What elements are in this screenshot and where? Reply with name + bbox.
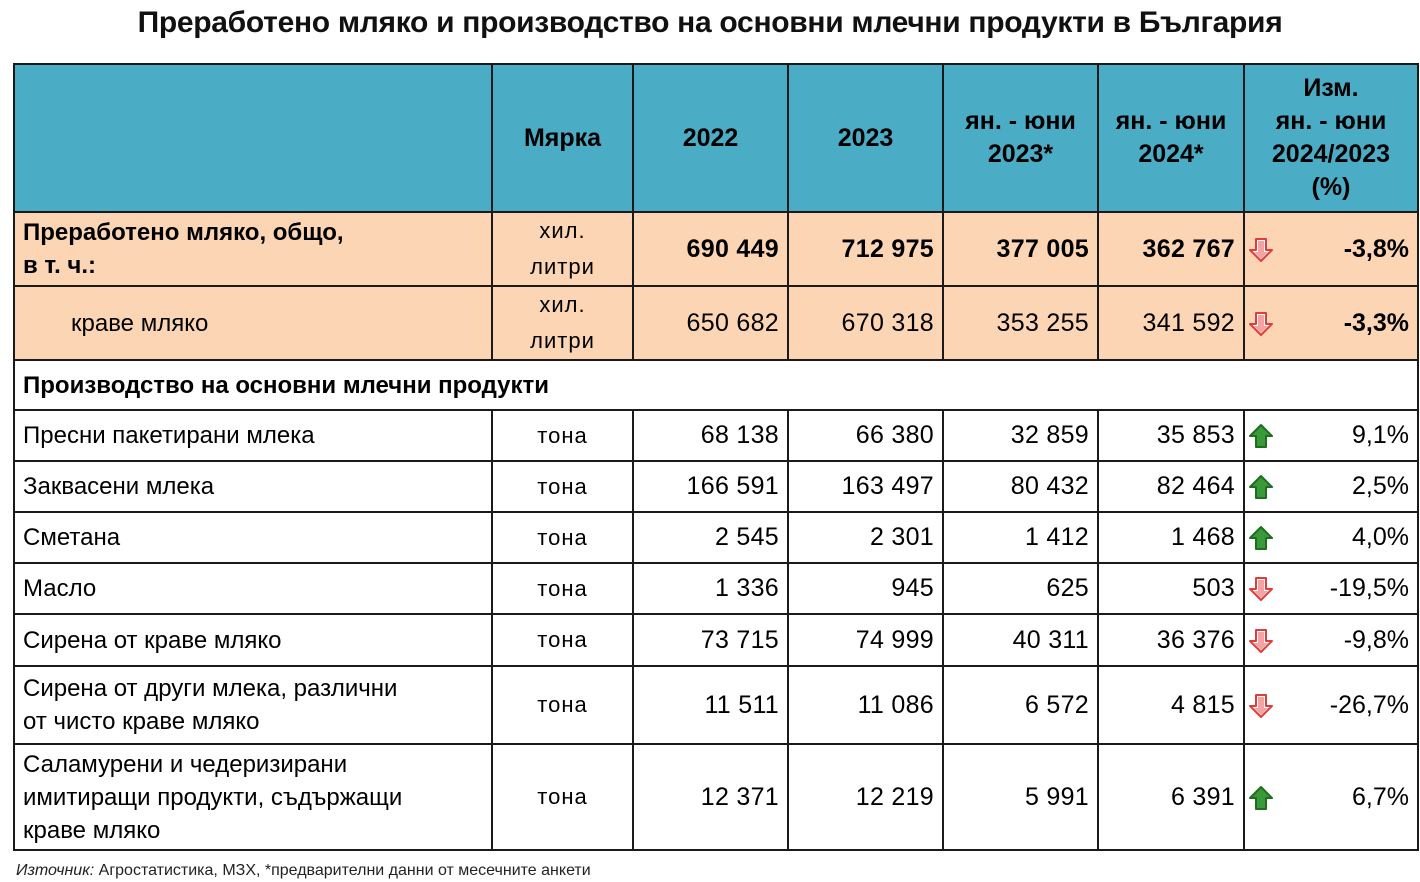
- change-value: 9,1%: [1282, 410, 1418, 461]
- header-blank: [14, 64, 492, 212]
- header-2022: 2022: [633, 64, 788, 212]
- source-text: Агростатистика, МЗХ, *предварителни данни от месечните анкети: [94, 862, 591, 879]
- header-line: Изм.: [1303, 74, 1359, 102]
- green-up-arrow-icon: [1248, 474, 1274, 500]
- table-row: [14, 744, 1418, 850]
- value-jan-jun-2023: 625: [943, 563, 1098, 614]
- change-value: -3,3%: [1282, 286, 1418, 360]
- value-jan-jun-2024: 82 464: [1098, 461, 1244, 512]
- header-2023: 2023: [788, 64, 943, 212]
- row-name: Сметана: [14, 512, 492, 563]
- row-unit-line: литри: [530, 328, 595, 353]
- table-row: [14, 512, 1418, 563]
- value-2022: 650 682: [633, 286, 788, 360]
- header-row: [14, 64, 1418, 212]
- change-value: -19,5%: [1282, 563, 1418, 614]
- table-row: [14, 461, 1418, 512]
- trend-cell: [1244, 666, 1282, 744]
- row-name: [14, 212, 492, 286]
- green-up-arrow-icon: [1248, 785, 1274, 811]
- value-jan-jun-2024: 362 767: [1098, 212, 1244, 286]
- row-name: краве мляко: [14, 286, 492, 360]
- row-name-line: Саламурени и чедеризирани: [23, 750, 348, 778]
- table-row: [14, 286, 1418, 360]
- row-unit: тона: [492, 666, 633, 744]
- value-2023: 12 219: [788, 744, 943, 850]
- value-jan-jun-2024: 4 815: [1098, 666, 1244, 744]
- value-jan-jun-2024: 6 391: [1098, 744, 1244, 850]
- row-name-line: краве мляко: [23, 816, 161, 844]
- header-line: 2024/2023: [1271, 140, 1391, 168]
- row-unit-line: литри: [530, 254, 595, 279]
- source-footnote: [16, 862, 591, 880]
- row-unit: [492, 286, 633, 360]
- row-name: Заквасени млека: [14, 461, 492, 512]
- green-up-arrow-icon: [1248, 525, 1274, 551]
- table-row: [14, 212, 1418, 286]
- change-value: -3,8%: [1282, 212, 1418, 286]
- value-2022: 11 511: [633, 666, 788, 744]
- value-2022: 166 591: [633, 461, 788, 512]
- page-title: Преработено мляко и производство на основни млечни продукти в България: [137, 6, 1283, 39]
- row-name: [14, 666, 492, 744]
- table-row: [14, 614, 1418, 666]
- green-up-arrow-icon: [1248, 423, 1274, 449]
- section-blank: [1282, 360, 1418, 410]
- value-2023: 712 975: [788, 212, 943, 286]
- header-change: [1244, 64, 1418, 212]
- row-name: Сирена от краве мляко: [14, 614, 492, 666]
- red-down-arrow-icon: [1248, 237, 1274, 263]
- change-value: -9,8%: [1282, 614, 1418, 666]
- trend-cell: [1244, 461, 1282, 512]
- change-value: -26,7%: [1282, 666, 1418, 744]
- change-value: 2,5%: [1282, 461, 1418, 512]
- red-down-arrow-icon: [1248, 628, 1274, 654]
- row-unit: тона: [492, 410, 633, 461]
- header-line: ян. - юни: [965, 107, 1076, 135]
- row-unit: тона: [492, 614, 633, 666]
- row-unit: тона: [492, 563, 633, 614]
- dairy-table: [13, 63, 1419, 851]
- value-2023: 2 301: [788, 512, 943, 563]
- header-unit: Мярка: [492, 64, 633, 212]
- value-2022: 1 336: [633, 563, 788, 614]
- header-line: 2024*: [1138, 140, 1204, 168]
- value-2023: 945: [788, 563, 943, 614]
- value-2022: 73 715: [633, 614, 788, 666]
- value-jan-jun-2023: 32 859: [943, 410, 1098, 461]
- red-down-arrow-icon: [1248, 576, 1274, 602]
- header-jan-jun-2024: [1098, 64, 1244, 212]
- value-jan-jun-2024: 36 376: [1098, 614, 1244, 666]
- row-name: Масло: [14, 563, 492, 614]
- row-name: Пресни пакетирани млека: [14, 410, 492, 461]
- row-unit: [492, 212, 633, 286]
- section-title: Производство на основни млечни продукти: [14, 360, 1282, 410]
- value-jan-jun-2024: 341 592: [1098, 286, 1244, 360]
- value-jan-jun-2024: 503: [1098, 563, 1244, 614]
- value-jan-jun-2023: 5 991: [943, 744, 1098, 850]
- header-line: (%): [1311, 173, 1351, 201]
- trend-cell: [1244, 212, 1282, 286]
- value-jan-jun-2023: 353 255: [943, 286, 1098, 360]
- table-row: [14, 666, 1418, 744]
- trend-cell: [1244, 744, 1282, 850]
- change-value: 6,7%: [1282, 744, 1418, 850]
- source-label: Източник:: [16, 862, 95, 879]
- trend-cell: [1244, 563, 1282, 614]
- row-name-line: от чисто краве мляко: [23, 708, 260, 735]
- row-name-line: в т. ч.:: [23, 252, 96, 279]
- value-jan-jun-2023: 377 005: [943, 212, 1098, 286]
- header-line: ян. - юни: [1275, 107, 1387, 135]
- value-jan-jun-2023: 6 572: [943, 666, 1098, 744]
- table-row: [14, 410, 1418, 461]
- value-2023: 670 318: [788, 286, 943, 360]
- value-2023: 66 380: [788, 410, 943, 461]
- section-row: [14, 360, 1418, 410]
- value-2023: 74 999: [788, 614, 943, 666]
- value-jan-jun-2023: 40 311: [943, 614, 1098, 666]
- red-down-arrow-icon: [1248, 311, 1274, 337]
- trend-cell: [1244, 410, 1282, 461]
- trend-cell: [1244, 512, 1282, 563]
- value-2022: 2 545: [633, 512, 788, 563]
- row-unit-line: хил.: [539, 292, 586, 317]
- red-down-arrow-icon: [1248, 693, 1274, 719]
- row-unit: тона: [492, 461, 633, 512]
- row-name: [14, 744, 492, 850]
- header-jan-jun-2023: [943, 64, 1098, 212]
- trend-cell: [1244, 286, 1282, 360]
- value-jan-jun-2024: 1 468: [1098, 512, 1244, 563]
- value-2022: 68 138: [633, 410, 788, 461]
- header-line: ян. - юни: [1115, 107, 1227, 135]
- row-unit: тона: [492, 744, 633, 850]
- table-row: [14, 563, 1418, 614]
- value-2023: 11 086: [788, 666, 943, 744]
- row-name-line: Сирена от други млека, различни: [23, 675, 398, 702]
- trend-cell: [1244, 614, 1282, 666]
- value-2022: 12 371: [633, 744, 788, 850]
- value-2022: 690 449: [633, 212, 788, 286]
- value-jan-jun-2023: 1 412: [943, 512, 1098, 563]
- change-value: 4,0%: [1282, 512, 1418, 563]
- header-line: 2023*: [987, 140, 1054, 168]
- value-jan-jun-2023: 80 432: [943, 461, 1098, 512]
- value-jan-jun-2024: 35 853: [1098, 410, 1244, 461]
- row-unit-line: хил.: [539, 218, 586, 243]
- row-name-line: Преработено мляко, общо,: [23, 219, 344, 246]
- row-name-line: имитиращи продукти, съдържащи: [23, 783, 403, 811]
- row-unit: тона: [492, 512, 633, 563]
- value-2023: 163 497: [788, 461, 943, 512]
